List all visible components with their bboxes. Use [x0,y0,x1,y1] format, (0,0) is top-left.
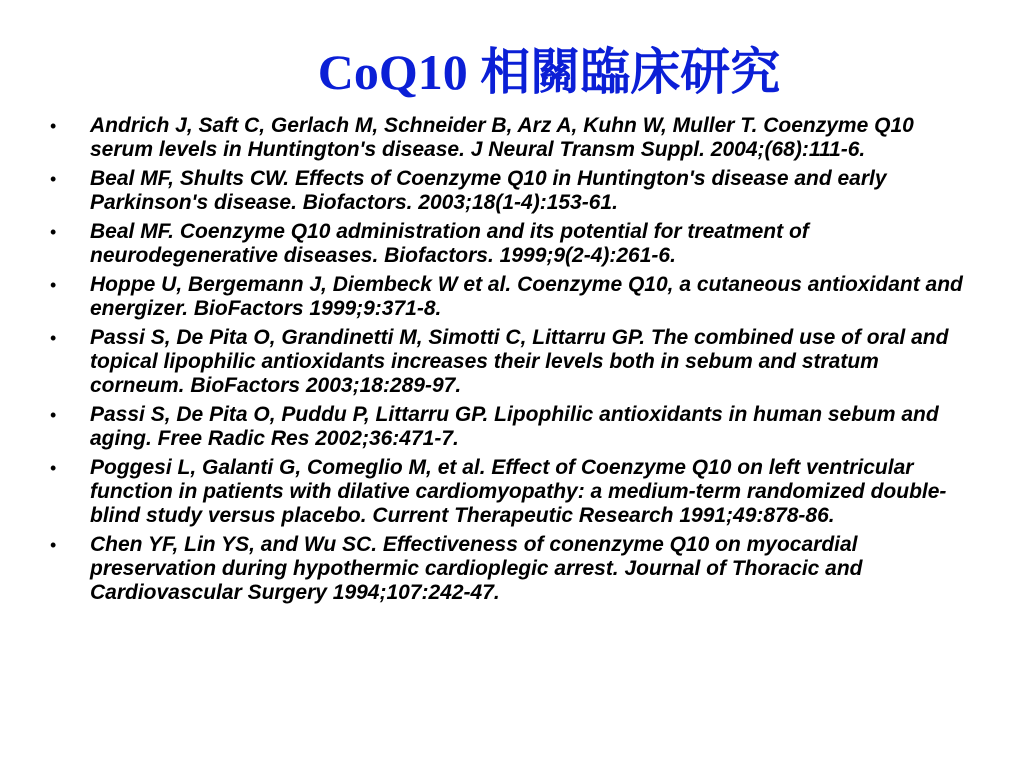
bullet-icon: • [50,116,57,136]
reference-list [50,114,974,610]
reference-text: Beal MF, Shults CW. Effects of Coenzyme Q10 in Huntington's disease and early Parkinson's disease. Biofactors. 2003;18(1-4):153-61. [90,167,887,214]
reference-item [50,167,974,215]
bullet-icon: • [50,328,57,348]
bullet-icon: • [50,169,57,189]
reference-text: Hoppe U, Bergemann J, Diembeck W et al. Coenzyme Q10, a cutaneous antioxidant and energizer. BioFactors 1999;9:371-8. [90,273,963,320]
reference-text: Beal MF. Coenzyme Q10 administration and its potential for treatment of neurodegenerative diseases. Biofactors. 1999;9(2-4):261-6. [90,220,809,267]
reference-text: Passi S, De Pita O, Grandinetti M, Simotti C, Littarru GP. The combined use of oral and topical lipophilic antioxidants increases their levels both in sebum and stratum corneum. BioFactors 2003;18:289-97. [90,326,949,397]
reference-item [50,456,974,528]
bullet-icon: • [50,222,57,242]
reference-text: Poggesi L, Galanti G, Comeglio M, et al. Effect of Coenzyme Q10 on left ventricular function in patients with dilative cardiomyopathy: a medium-term randomized double-blind study versus placebo. Current Therapeutic Research 1991;49:878-86. [90,456,947,527]
reference-text: Passi S, De Pita O, Puddu P, Littarru GP. Lipophilic antioxidants in human sebum and aging. Free Radic Res 2002;36:471-7. [90,403,939,450]
reference-item [50,220,974,268]
reference-item [50,533,974,605]
reference-item [50,114,974,162]
bullet-icon: • [50,458,57,478]
bullet-icon: • [50,405,57,425]
reference-item [50,326,974,398]
reference-item [50,273,974,321]
reference-text: Chen YF, Lin YS, and Wu SC. Effectiveness of conenzyme Q10 on myocardial preservation during hypothermic cardioplegic arrest. Journal of Thoracic and Cardiovascular Surgery 1994;107:242-47. [90,533,863,604]
bullet-icon: • [50,275,57,295]
bullet-icon: • [50,535,57,555]
reference-item [50,403,974,451]
slide-title: CoQ10 相關臨床研究 [317,44,781,100]
reference-text: Andrich J, Saft C, Gerlach M, Schneider B, Arz A, Kuhn W, Muller T. Coenzyme Q10 serum levels in Huntington's disease. J Neural Transm Suppl. 2004;(68):111-6. [90,114,914,161]
